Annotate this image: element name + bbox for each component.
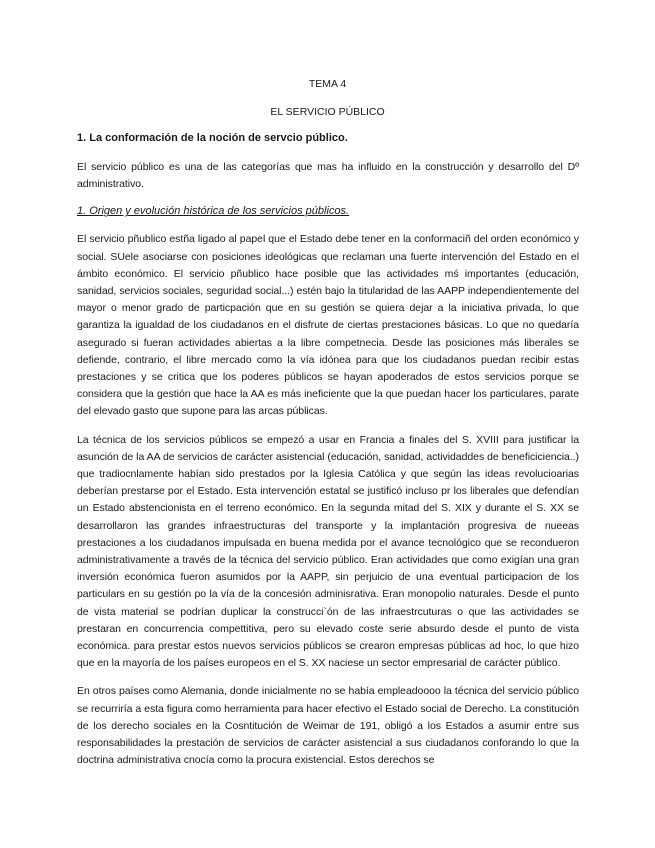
document-body (77, 131, 579, 781)
paragraph-germany: En otros países como Alemania, donde inicialmente no se había empleadoooo la técnica del servicio público se recurriría a esta figura como herramienta para hacer efectivo el Estado social de Derecho. La constitución de los derecho sociales en la Cosntitución de Weimar de 191, obligó a los Estados a asumir entre sus responsabilidades la prestación de servicios de carácter asistencial a sus ciudadanos conforando lo que la doctrina administrativa cnocía como la procura existencial. Estos derechos se (77, 685, 579, 767)
paragraph-intro: El servicio público es una de las categorías que mas ha influido en la construcción y desarrollo del Dº administrativo. (77, 161, 579, 191)
subsection-heading: 1. Origen y evolución histórica de los servicios públicos. (77, 205, 350, 218)
paragraph-origin: El servicio pñublico estña ligado al papel que el Estado debe tener en la conformaciñ del orden económico y social. SUele asociarse con posiciones ideológicas que reclaman una fuerte intervención del Estado en el ámbito económico. El servicio pñublico hace posible que las actividades mś importantes (educación, sanidad, servicios sociales, seguridad social...) estén bajo la titularidad de las AAPP independientemente del mayor o menor grado de particpación que en su gestión se quiera dejar a la iniciativa privada, lo que garantiza la igualdad de los ciudadanos en el disfrute de ciertas prestaciones básicas. Lo que no quedaría asegurado si fueran actividades abiertas a la libre competnecia. Desde las posiciones más liberales se defiende, contrario, el libre mercado como la vía idónea para que los ciudadanos puedan recibir estas prestaciones y se critica que los poderes públicos se hayan apoderados de estos servicios porque se considera que la gestión que hace la AA es más ineficiente que la que puedan hacer los particulares, parate del elevado gasto que supone para las arcas públicas. (77, 233, 579, 418)
page-title: TEMA 4 (308, 78, 347, 90)
section-heading: 1. La conformación de la noción de servcio público. (77, 132, 348, 144)
page-subtitle: EL SERVICIO PÚBLICO (270, 106, 385, 118)
paragraph-technique: La técnica de los servicios públicos se empezó a usar en Francia a finales del S. XVIII para justificar la asunción de la AA de servicios de carácter asistencial (educación, sanidad, actividaddes de beneficiciencia..) que tradiocnlamente habían sido prestados por la Iglesia Católica y que según las ideas revolucioarias deberían prestarse por el Estado. Esta intervención estatal se justificó incluso pr los liberales que defendían un Estado abstencionista en el terreno económico. En la segunda mitad del S. XIX y durante el S. XX se desarrollaron las grandes infraestructuras del transporte y la implantación progresiva de nueeas prestaciones a los ciudadanos impulsada en buena medida por el avance tecnológico que se recondueron administrativamente a través de la técnica del servicio público. Eran actividades que como exigían una gran inversión económica fueron asumidos por la AAPP, sin perjuicio de una eventual participacion de los particulars en su gestión po la vía de la concesión adminisrativa. Eran monopolio naturales. Desde el punto de vista material se podrían duplicar la construcci`ón de las infraestrcuturas o que las actividades se prestaran en concurrencia compettitiva, pero su elevado coste serie absurdo desde el punto de vista económica. para prestar estos nuevos servicios públicos se crearon empresas públicas ad hoc, lo que hizo que en la mayoría de los países europeos en el S. XX naciese un sector empresarial de carácter público. (77, 433, 579, 670)
